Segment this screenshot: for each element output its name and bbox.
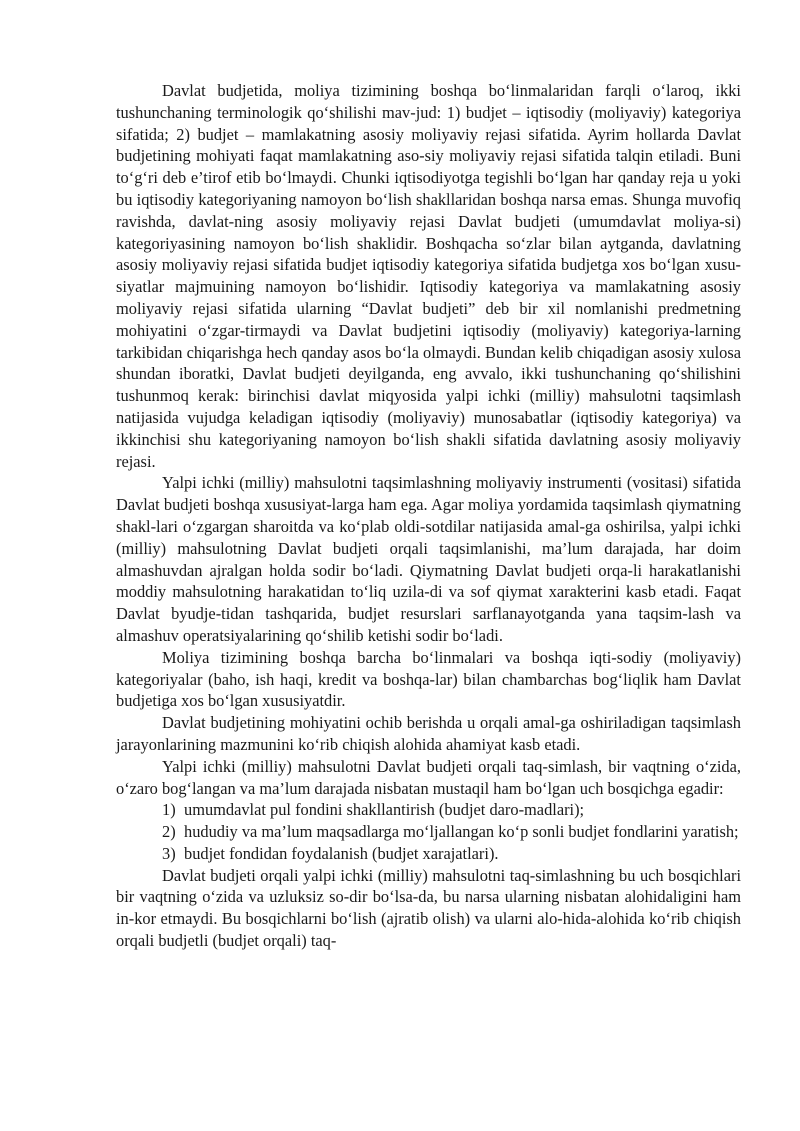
paragraph-budget-links: Moliya tizimining boshqa barcha bo‘linmalari va boshqa iqti-sodiy (moliyaviy) kategoriyalar (baho, ish haqi, kredit va boshqa-lar) bilan chambarchas bog‘liqlik ham Davlat budjetiga xos bo‘lgan xususiyatdir. xyxy=(116,647,741,711)
list-text: budjet fondidan foydalanish (budjet xarajatlari). xyxy=(184,843,499,863)
list-text: hududiy va ma’lum maqsadlarga mo‘ljallangan ko‘p sonli budjet fondlarini yaratish; xyxy=(184,822,739,842)
list-number: 1) xyxy=(162,800,176,820)
document-page xyxy=(116,80,741,952)
paragraph-budget-distribution-instrument: Yalpi ichki (milliy) mahsulotni taqsimlashning moliyaviy instrumenti (vositasi) sifatida Davlat budjeti boshqa xususiyat-larga ham ega. Agar moliya yordamida taqsimlash qiymatning shakl-lari o‘zgargan sharoitda va ko‘plab oldi-sotdilar natijasida amal-ga oshirilsa, yalpi ichki (milliy) mahsulotning Davlat budjeti orqali taqsimlanishi, ma’lum darajada, har doim almashuvdan ajralgan holda sodir bo‘ladi. Qiymatning Davlat budjeti orqa-li harakatlanishi moddiy mahsulotning harakatidan to‘liq uzila-di va sof qiymat xarakterini kasb etadi. Faqat Davlat byudje-tidan tashqarida, budjet resurslari sarflanayotganda yana taqsim-lash va almashuv operatsiyalarining qo‘shilib ketishi sodir bo‘ladi. xyxy=(116,473,741,645)
list-number: 2) xyxy=(162,822,176,842)
list-number: 3) xyxy=(162,843,176,863)
paragraph-stages-closing: Davlat budjeti orqali yalpi ichki (milliy) mahsulotni taq-simlashning bu uch bosqichlari bir vaqtning o‘zida va uzluksiz so-dir bo‘lsa-da, bu narsa ularning nisbatan alohidaligini ham in-kor etmaydi. Bu bosqichlarni bo‘lish (ajratib olish) va ularni alo-hida-alohida ko‘rib chiqish orqali budjetli (budjet orqali) taq- xyxy=(116,865,741,951)
list-item-2 xyxy=(116,821,741,843)
list-item-1 xyxy=(116,799,741,821)
paragraph-budget-terminology: Davlat budjetida, moliya tizimining boshqa bo‘linmalaridan farqli o‘laroq, ikki tushunchaning terminologik qo‘shilishi mav-jud: 1) budjet – iqtisodiy (moliyaviy) kategoriya sifatida; 2) budjet – mamlakatning asosiy moliyaviy rejasi sifatida. Ayrim hollarda Davlat budjetining mohiyati faqat mamlakatning aso-siy moliyaviy rejasi sifatida talqin etiladi. Buni to‘g‘ri deb e’tirof etib bo‘lmaydi. Chunki iqtisodiyotga tegishli bo‘lgan har qanday reja u yoki bu iqtisodiy kategoriyaning namoyon bo‘lish shakllaridan boshqa narsa emas. Shunga muvofiq ravishda, davlat-ning asosiy moliyaviy rejasi Davlat budjeti (umumdavlat moliya-si) kategoriyasining namoyon bo‘lish shaklidir. Boshqacha so‘zlar bilan aytganda, davlatning asosiy moliyaviy rejasi sifatida budjet iqtisodiy kategoriya sifatida budjetga xos bo‘lgan xusu-siyatlar majmuining namoyon bo‘lishidir. Iqtisodiy kategoriya va mamlakatning asosiy moliyaviy rejasi sifatida ularning “Davlat budjeti” deb bir xil nomlanishi predmetning mohiyatini o‘zgar-tirmaydi va Davlat budjetini iqtisodiy (moliyaviy) kategoriya-larning tarkibidan chiqarishga hech qanday asos bo‘la olmaydi. Bundan kelib chiqadigan asosiy xulosa shundan iboratki, Davlat budjeti deyilganda, eng avvalo, ikki tushunchaning qo‘shilishini tushunmoq kerak: birinchisi davlat miqyosida yalpi ichki (milliy) mahsulotni taqsimlash natijasida vujudga keladigan iqtisodiy (moliyaviy) munosabatlar (iqtisodiy kategoriya) va ikkinchisi shu kategoriyaning namoyon bo‘lish shakli sifatida davlatning asosiy moliyaviy rejasi. xyxy=(116,81,741,471)
list-text: umumdavlat pul fondini shakllantirish (budjet daro-madlari); xyxy=(184,800,585,820)
paragraph-budget-essence: Davlat budjetining mohiyatini ochib berishda u orqali amal-ga oshiriladigan taqsimlash jarayonlarining mazmunini ko‘rib chiqish alohida ahamiyat kasb etadi. xyxy=(116,713,741,754)
list-item-3 xyxy=(116,843,741,865)
paragraph-three-stages-intro: Yalpi ichki (milliy) mahsulotni Davlat budjeti orqali taq-simlash, bir vaqtning o‘zida, o‘zaro bog‘langan va ma’lum darajada nisbatan mustaqil ham bo‘lgan uch bosqichga egadir: xyxy=(116,756,741,798)
